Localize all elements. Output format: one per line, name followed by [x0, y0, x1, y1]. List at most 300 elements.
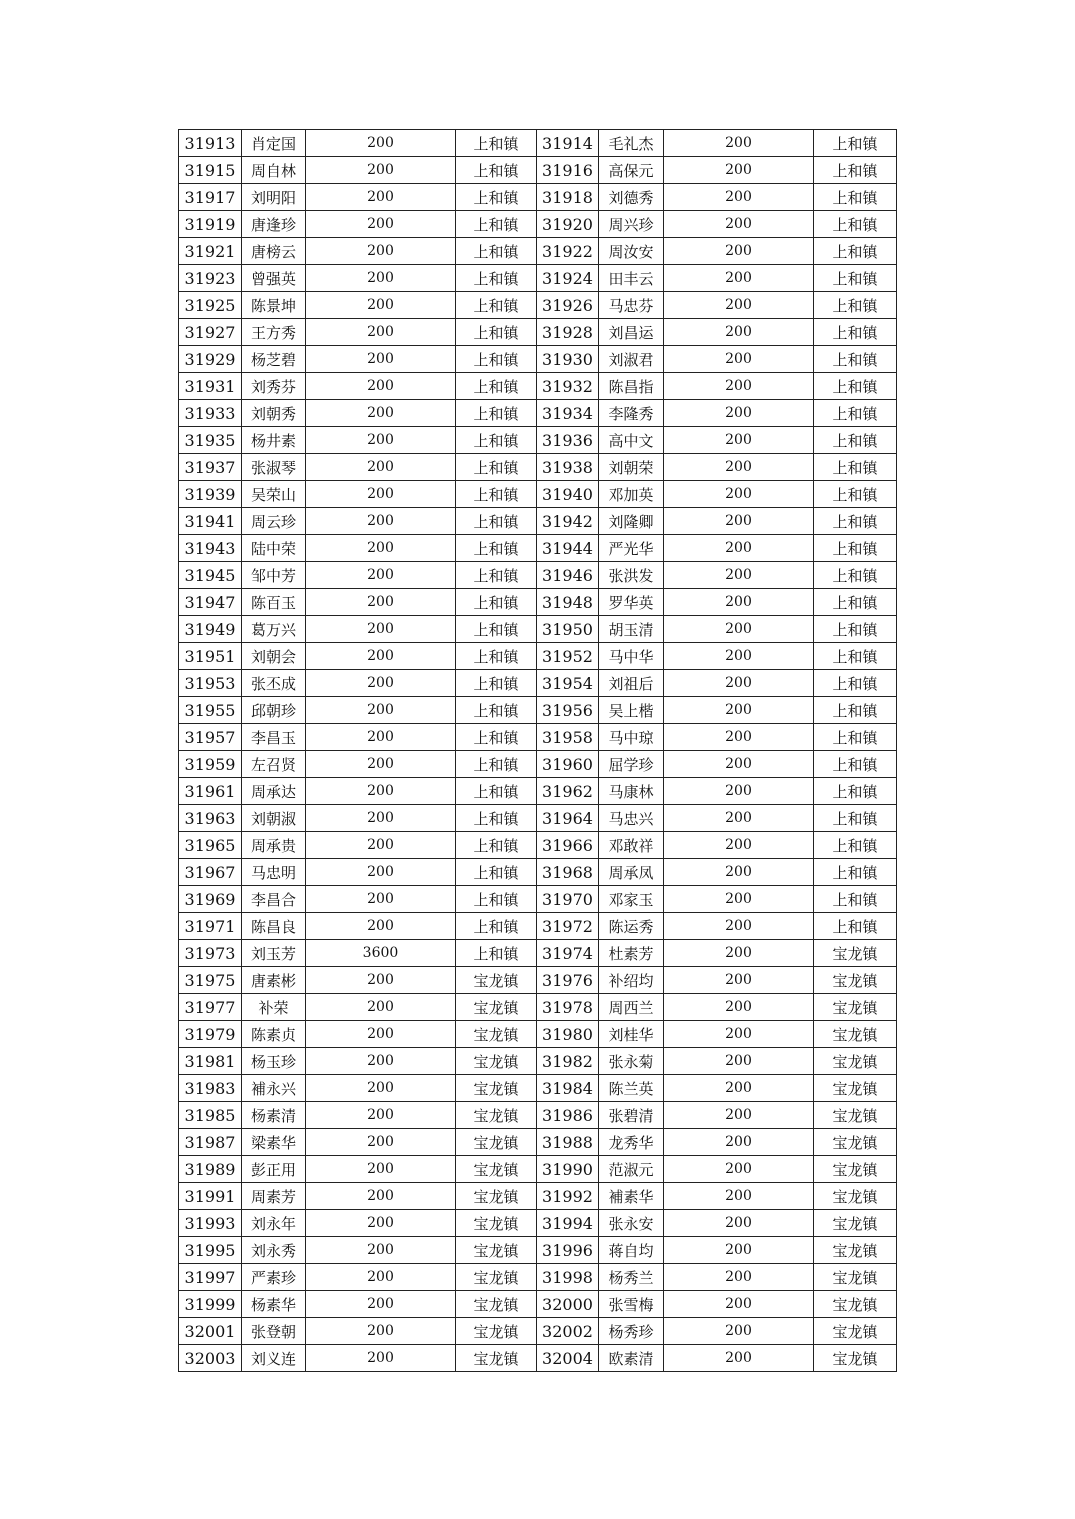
right-record-id-cell: 31980 [537, 1021, 599, 1048]
left-amount-cell: 200 [306, 130, 456, 157]
left-town-cell: 上和镇 [456, 859, 537, 886]
left-record-id-cell: 31987 [179, 1129, 242, 1156]
right-town-cell: 上和镇 [814, 805, 897, 832]
right-town-cell: 上和镇 [814, 454, 897, 481]
left-amount-cell: 200 [306, 589, 456, 616]
left-name-cell: 刘玉芳 [242, 940, 306, 967]
table-row [179, 1102, 897, 1129]
left-record-id-cell: 31935 [179, 427, 242, 454]
right-town-cell: 上和镇 [814, 238, 897, 265]
table-row [179, 157, 897, 184]
left-record-id-cell: 31991 [179, 1183, 242, 1210]
left-town-cell: 宝龙镇 [456, 1183, 537, 1210]
right-amount-cell: 200 [664, 400, 814, 427]
table-row [179, 643, 897, 670]
left-town-cell: 上和镇 [456, 913, 537, 940]
left-name-cell: 刘秀芬 [242, 373, 306, 400]
left-name-cell: 肖定国 [242, 130, 306, 157]
right-record-id-cell: 32002 [537, 1318, 599, 1345]
left-town-cell: 上和镇 [456, 508, 537, 535]
right-record-id-cell: 31922 [537, 238, 599, 265]
right-amount-cell: 200 [664, 697, 814, 724]
left-name-cell: 梁素华 [242, 1129, 306, 1156]
right-name-cell: 胡玉清 [599, 616, 664, 643]
right-town-cell: 上和镇 [814, 373, 897, 400]
left-amount-cell: 200 [306, 643, 456, 670]
right-town-cell: 宝龙镇 [814, 1318, 897, 1345]
left-record-id-cell: 31925 [179, 292, 242, 319]
left-town-cell: 上和镇 [456, 238, 537, 265]
right-town-cell: 上和镇 [814, 697, 897, 724]
left-town-cell: 宝龙镇 [456, 1156, 537, 1183]
table-row [179, 1237, 897, 1264]
right-name-cell: 李隆秀 [599, 400, 664, 427]
table-row [179, 670, 897, 697]
left-amount-cell: 200 [306, 1075, 456, 1102]
left-town-cell: 上和镇 [456, 346, 537, 373]
table-row [179, 724, 897, 751]
table-row [179, 1075, 897, 1102]
right-amount-cell: 200 [664, 508, 814, 535]
table-row [179, 427, 897, 454]
right-name-cell: 龙秀华 [599, 1129, 664, 1156]
table-row [179, 265, 897, 292]
left-name-cell: 陈素贞 [242, 1021, 306, 1048]
left-amount-cell: 200 [306, 859, 456, 886]
table-row [179, 994, 897, 1021]
table-row [179, 1156, 897, 1183]
left-record-id-cell: 31931 [179, 373, 242, 400]
left-name-cell: 刘明阳 [242, 184, 306, 211]
left-name-cell: 左召贤 [242, 751, 306, 778]
left-town-cell: 上和镇 [456, 427, 537, 454]
left-amount-cell: 200 [306, 1183, 456, 1210]
right-amount-cell: 200 [664, 967, 814, 994]
left-record-id-cell: 31959 [179, 751, 242, 778]
left-name-cell: 刘永秀 [242, 1237, 306, 1264]
right-town-cell: 上和镇 [814, 589, 897, 616]
right-record-id-cell: 31972 [537, 913, 599, 940]
right-record-id-cell: 31918 [537, 184, 599, 211]
left-town-cell: 上和镇 [456, 832, 537, 859]
left-name-cell: 马忠明 [242, 859, 306, 886]
left-town-cell: 上和镇 [456, 751, 537, 778]
right-record-id-cell: 31950 [537, 616, 599, 643]
right-record-id-cell: 31946 [537, 562, 599, 589]
right-record-id-cell: 31920 [537, 211, 599, 238]
right-record-id-cell: 31926 [537, 292, 599, 319]
table-row [179, 1183, 897, 1210]
right-record-id-cell: 31916 [537, 157, 599, 184]
left-record-id-cell: 31973 [179, 940, 242, 967]
left-name-cell: 刘朝秀 [242, 400, 306, 427]
left-record-id-cell: 31927 [179, 319, 242, 346]
left-record-id-cell: 31979 [179, 1021, 242, 1048]
right-amount-cell: 200 [664, 751, 814, 778]
right-town-cell: 上和镇 [814, 184, 897, 211]
left-amount-cell: 200 [306, 508, 456, 535]
left-town-cell: 上和镇 [456, 589, 537, 616]
right-record-id-cell: 31984 [537, 1075, 599, 1102]
right-name-cell: 杨秀兰 [599, 1264, 664, 1291]
left-record-id-cell: 32001 [179, 1318, 242, 1345]
left-amount-cell: 200 [306, 832, 456, 859]
right-town-cell: 上和镇 [814, 643, 897, 670]
table-row [179, 211, 897, 238]
left-record-id-cell: 31965 [179, 832, 242, 859]
left-amount-cell: 200 [306, 886, 456, 913]
right-name-cell: 马康林 [599, 778, 664, 805]
left-name-cell: 邹中芳 [242, 562, 306, 589]
right-record-id-cell: 31964 [537, 805, 599, 832]
right-record-id-cell: 31956 [537, 697, 599, 724]
left-name-cell: 陆中荣 [242, 535, 306, 562]
left-record-id-cell: 31957 [179, 724, 242, 751]
left-town-cell: 宝龙镇 [456, 1048, 537, 1075]
right-town-cell: 宝龙镇 [814, 1345, 897, 1372]
left-record-id-cell: 31995 [179, 1237, 242, 1264]
right-amount-cell: 200 [664, 670, 814, 697]
left-record-id-cell: 31967 [179, 859, 242, 886]
left-town-cell: 上和镇 [456, 778, 537, 805]
left-town-cell: 上和镇 [456, 697, 537, 724]
right-record-id-cell: 31960 [537, 751, 599, 778]
left-name-cell: 王方秀 [242, 319, 306, 346]
left-amount-cell: 200 [306, 967, 456, 994]
left-name-cell: 刘朝会 [242, 643, 306, 670]
left-record-id-cell: 32003 [179, 1345, 242, 1372]
right-name-cell: 马忠芬 [599, 292, 664, 319]
table-row [179, 535, 897, 562]
right-town-cell: 宝龙镇 [814, 1264, 897, 1291]
left-amount-cell: 200 [306, 994, 456, 1021]
left-amount-cell: 200 [306, 1048, 456, 1075]
right-record-id-cell: 31982 [537, 1048, 599, 1075]
left-amount-cell: 200 [306, 670, 456, 697]
right-town-cell: 宝龙镇 [814, 1183, 897, 1210]
left-name-cell: 補永兴 [242, 1075, 306, 1102]
right-name-cell: 周承凤 [599, 859, 664, 886]
right-name-cell: 张碧清 [599, 1102, 664, 1129]
table-row [179, 832, 897, 859]
right-record-id-cell: 31990 [537, 1156, 599, 1183]
left-record-id-cell: 31997 [179, 1264, 242, 1291]
right-record-id-cell: 31974 [537, 940, 599, 967]
left-town-cell: 上和镇 [456, 157, 537, 184]
right-town-cell: 上和镇 [814, 400, 897, 427]
right-town-cell: 宝龙镇 [814, 1156, 897, 1183]
right-record-id-cell: 31940 [537, 481, 599, 508]
right-town-cell: 上和镇 [814, 292, 897, 319]
right-record-id-cell: 31914 [537, 130, 599, 157]
left-town-cell: 宝龙镇 [456, 1102, 537, 1129]
right-amount-cell: 200 [664, 454, 814, 481]
right-amount-cell: 200 [664, 427, 814, 454]
left-town-cell: 上和镇 [456, 940, 537, 967]
left-name-cell: 张丕成 [242, 670, 306, 697]
left-amount-cell: 200 [306, 211, 456, 238]
right-amount-cell: 200 [664, 481, 814, 508]
right-town-cell: 宝龙镇 [814, 1237, 897, 1264]
table-row [179, 400, 897, 427]
left-town-cell: 上和镇 [456, 616, 537, 643]
right-name-cell: 刘朝荣 [599, 454, 664, 481]
right-record-id-cell: 31930 [537, 346, 599, 373]
right-town-cell: 上和镇 [814, 751, 897, 778]
left-record-id-cell: 31917 [179, 184, 242, 211]
left-record-id-cell: 31943 [179, 535, 242, 562]
right-record-id-cell: 31968 [537, 859, 599, 886]
left-town-cell: 上和镇 [456, 724, 537, 751]
right-name-cell: 杜素芳 [599, 940, 664, 967]
left-record-id-cell: 31933 [179, 400, 242, 427]
right-town-cell: 上和镇 [814, 616, 897, 643]
left-amount-cell: 200 [306, 238, 456, 265]
left-amount-cell: 200 [306, 778, 456, 805]
right-name-cell: 范淑元 [599, 1156, 664, 1183]
left-name-cell: 李昌玉 [242, 724, 306, 751]
left-town-cell: 宝龙镇 [456, 1345, 537, 1372]
table-row [179, 562, 897, 589]
right-amount-cell: 200 [664, 1021, 814, 1048]
left-record-id-cell: 31947 [179, 589, 242, 616]
right-record-id-cell: 31970 [537, 886, 599, 913]
left-town-cell: 上和镇 [456, 400, 537, 427]
right-town-cell: 上和镇 [814, 670, 897, 697]
left-name-cell: 周承达 [242, 778, 306, 805]
table-row [179, 1318, 897, 1345]
right-name-cell: 陈兰英 [599, 1075, 664, 1102]
left-record-id-cell: 31981 [179, 1048, 242, 1075]
right-record-id-cell: 32000 [537, 1291, 599, 1318]
right-amount-cell: 200 [664, 1102, 814, 1129]
right-amount-cell: 200 [664, 1237, 814, 1264]
left-amount-cell: 200 [306, 535, 456, 562]
left-name-cell: 杨玉珍 [242, 1048, 306, 1075]
left-town-cell: 上和镇 [456, 373, 537, 400]
table-row [179, 346, 897, 373]
right-name-cell: 高保元 [599, 157, 664, 184]
left-town-cell: 上和镇 [456, 454, 537, 481]
right-town-cell: 宝龙镇 [814, 1291, 897, 1318]
right-town-cell: 上和镇 [814, 562, 897, 589]
left-record-id-cell: 31923 [179, 265, 242, 292]
right-name-cell: 刘祖后 [599, 670, 664, 697]
left-town-cell: 上和镇 [456, 130, 537, 157]
right-name-cell: 严光华 [599, 535, 664, 562]
left-record-id-cell: 31963 [179, 805, 242, 832]
right-record-id-cell: 31992 [537, 1183, 599, 1210]
right-town-cell: 上和镇 [814, 724, 897, 751]
right-record-id-cell: 31966 [537, 832, 599, 859]
left-record-id-cell: 31983 [179, 1075, 242, 1102]
right-name-cell: 高中文 [599, 427, 664, 454]
left-town-cell: 宝龙镇 [456, 994, 537, 1021]
right-name-cell: 周兴珍 [599, 211, 664, 238]
left-town-cell: 上和镇 [456, 643, 537, 670]
right-record-id-cell: 31934 [537, 400, 599, 427]
right-amount-cell: 200 [664, 1048, 814, 1075]
left-name-cell: 周自林 [242, 157, 306, 184]
left-amount-cell: 200 [306, 562, 456, 589]
table-row [179, 292, 897, 319]
right-record-id-cell: 31944 [537, 535, 599, 562]
right-amount-cell: 200 [664, 1075, 814, 1102]
right-amount-cell: 200 [664, 1183, 814, 1210]
right-amount-cell: 200 [664, 1318, 814, 1345]
left-name-cell: 杨素清 [242, 1102, 306, 1129]
left-name-cell: 刘朝淑 [242, 805, 306, 832]
right-name-cell: 马中琼 [599, 724, 664, 751]
left-amount-cell: 200 [306, 1264, 456, 1291]
right-record-id-cell: 31938 [537, 454, 599, 481]
right-name-cell: 邓家玉 [599, 886, 664, 913]
right-record-id-cell: 31924 [537, 265, 599, 292]
right-town-cell: 宝龙镇 [814, 1129, 897, 1156]
left-amount-cell: 200 [306, 751, 456, 778]
right-amount-cell: 200 [664, 724, 814, 751]
right-town-cell: 上和镇 [814, 535, 897, 562]
left-town-cell: 上和镇 [456, 481, 537, 508]
left-town-cell: 上和镇 [456, 886, 537, 913]
right-town-cell: 上和镇 [814, 130, 897, 157]
right-name-cell: 刘昌运 [599, 319, 664, 346]
left-amount-cell: 200 [306, 697, 456, 724]
right-record-id-cell: 32004 [537, 1345, 599, 1372]
left-town-cell: 宝龙镇 [456, 1021, 537, 1048]
left-name-cell: 张登朝 [242, 1318, 306, 1345]
right-amount-cell: 200 [664, 184, 814, 211]
left-amount-cell: 200 [306, 292, 456, 319]
table-row [179, 1264, 897, 1291]
left-record-id-cell: 31999 [179, 1291, 242, 1318]
table-row [179, 697, 897, 724]
left-town-cell: 上和镇 [456, 265, 537, 292]
left-name-cell: 唐逢珍 [242, 211, 306, 238]
right-amount-cell: 200 [664, 265, 814, 292]
left-name-cell: 周素芳 [242, 1183, 306, 1210]
left-amount-cell: 200 [306, 427, 456, 454]
left-amount-cell: 200 [306, 184, 456, 211]
left-name-cell: 刘义连 [242, 1345, 306, 1372]
left-town-cell: 上和镇 [456, 319, 537, 346]
left-name-cell: 李昌合 [242, 886, 306, 913]
left-record-id-cell: 31937 [179, 454, 242, 481]
left-amount-cell: 3600 [306, 940, 456, 967]
right-record-id-cell: 31978 [537, 994, 599, 1021]
left-record-id-cell: 31977 [179, 994, 242, 1021]
left-record-id-cell: 31993 [179, 1210, 242, 1237]
right-amount-cell: 200 [664, 1345, 814, 1372]
right-amount-cell: 200 [664, 994, 814, 1021]
table-row [179, 1345, 897, 1372]
right-amount-cell: 200 [664, 859, 814, 886]
right-amount-cell: 200 [664, 373, 814, 400]
left-record-id-cell: 31921 [179, 238, 242, 265]
left-name-cell: 彭正用 [242, 1156, 306, 1183]
table-row [179, 1210, 897, 1237]
left-amount-cell: 200 [306, 913, 456, 940]
right-town-cell: 上和镇 [814, 211, 897, 238]
right-town-cell: 上和镇 [814, 886, 897, 913]
recipient-table [178, 129, 897, 1372]
right-amount-cell: 200 [664, 292, 814, 319]
left-town-cell: 宝龙镇 [456, 1291, 537, 1318]
table-row [179, 1021, 897, 1048]
table-row [179, 481, 897, 508]
left-name-cell: 刘永年 [242, 1210, 306, 1237]
left-amount-cell: 200 [306, 265, 456, 292]
left-record-id-cell: 31945 [179, 562, 242, 589]
left-record-id-cell: 31985 [179, 1102, 242, 1129]
table-row [179, 859, 897, 886]
right-record-id-cell: 31976 [537, 967, 599, 994]
right-name-cell: 张雪梅 [599, 1291, 664, 1318]
left-record-id-cell: 31953 [179, 670, 242, 697]
left-record-id-cell: 31955 [179, 697, 242, 724]
right-amount-cell: 200 [664, 778, 814, 805]
right-name-cell: 毛礼杰 [599, 130, 664, 157]
right-amount-cell: 200 [664, 562, 814, 589]
right-town-cell: 上和镇 [814, 481, 897, 508]
right-name-cell: 蒋自均 [599, 1237, 664, 1264]
right-amount-cell: 200 [664, 886, 814, 913]
table-row [179, 805, 897, 832]
left-amount-cell: 200 [306, 400, 456, 427]
table-row [179, 751, 897, 778]
right-amount-cell: 200 [664, 346, 814, 373]
left-record-id-cell: 31975 [179, 967, 242, 994]
table-row [179, 589, 897, 616]
right-record-id-cell: 31962 [537, 778, 599, 805]
table-row [179, 1048, 897, 1075]
right-amount-cell: 200 [664, 616, 814, 643]
right-record-id-cell: 31988 [537, 1129, 599, 1156]
right-record-id-cell: 31932 [537, 373, 599, 400]
right-record-id-cell: 31996 [537, 1237, 599, 1264]
left-amount-cell: 200 [306, 1291, 456, 1318]
right-record-id-cell: 31954 [537, 670, 599, 697]
left-record-id-cell: 31961 [179, 778, 242, 805]
right-record-id-cell: 31948 [537, 589, 599, 616]
left-record-id-cell: 31939 [179, 481, 242, 508]
right-amount-cell: 200 [664, 157, 814, 184]
right-amount-cell: 200 [664, 319, 814, 346]
right-name-cell: 陈昌指 [599, 373, 664, 400]
right-town-cell: 上和镇 [814, 859, 897, 886]
right-amount-cell: 200 [664, 535, 814, 562]
left-amount-cell: 200 [306, 1129, 456, 1156]
right-town-cell: 宝龙镇 [814, 1210, 897, 1237]
table-row [179, 778, 897, 805]
right-town-cell: 宝龙镇 [814, 1075, 897, 1102]
right-name-cell: 张永菊 [599, 1048, 664, 1075]
table-row [179, 508, 897, 535]
right-amount-cell: 200 [664, 913, 814, 940]
right-amount-cell: 200 [664, 1264, 814, 1291]
left-record-id-cell: 31915 [179, 157, 242, 184]
left-town-cell: 宝龙镇 [456, 1237, 537, 1264]
right-name-cell: 周西兰 [599, 994, 664, 1021]
right-town-cell: 宝龙镇 [814, 994, 897, 1021]
left-name-cell: 周云珍 [242, 508, 306, 535]
left-town-cell: 宝龙镇 [456, 1075, 537, 1102]
left-amount-cell: 200 [306, 346, 456, 373]
left-name-cell: 唐素彬 [242, 967, 306, 994]
right-name-cell: 刘桂华 [599, 1021, 664, 1048]
right-record-id-cell: 31952 [537, 643, 599, 670]
left-amount-cell: 200 [306, 319, 456, 346]
